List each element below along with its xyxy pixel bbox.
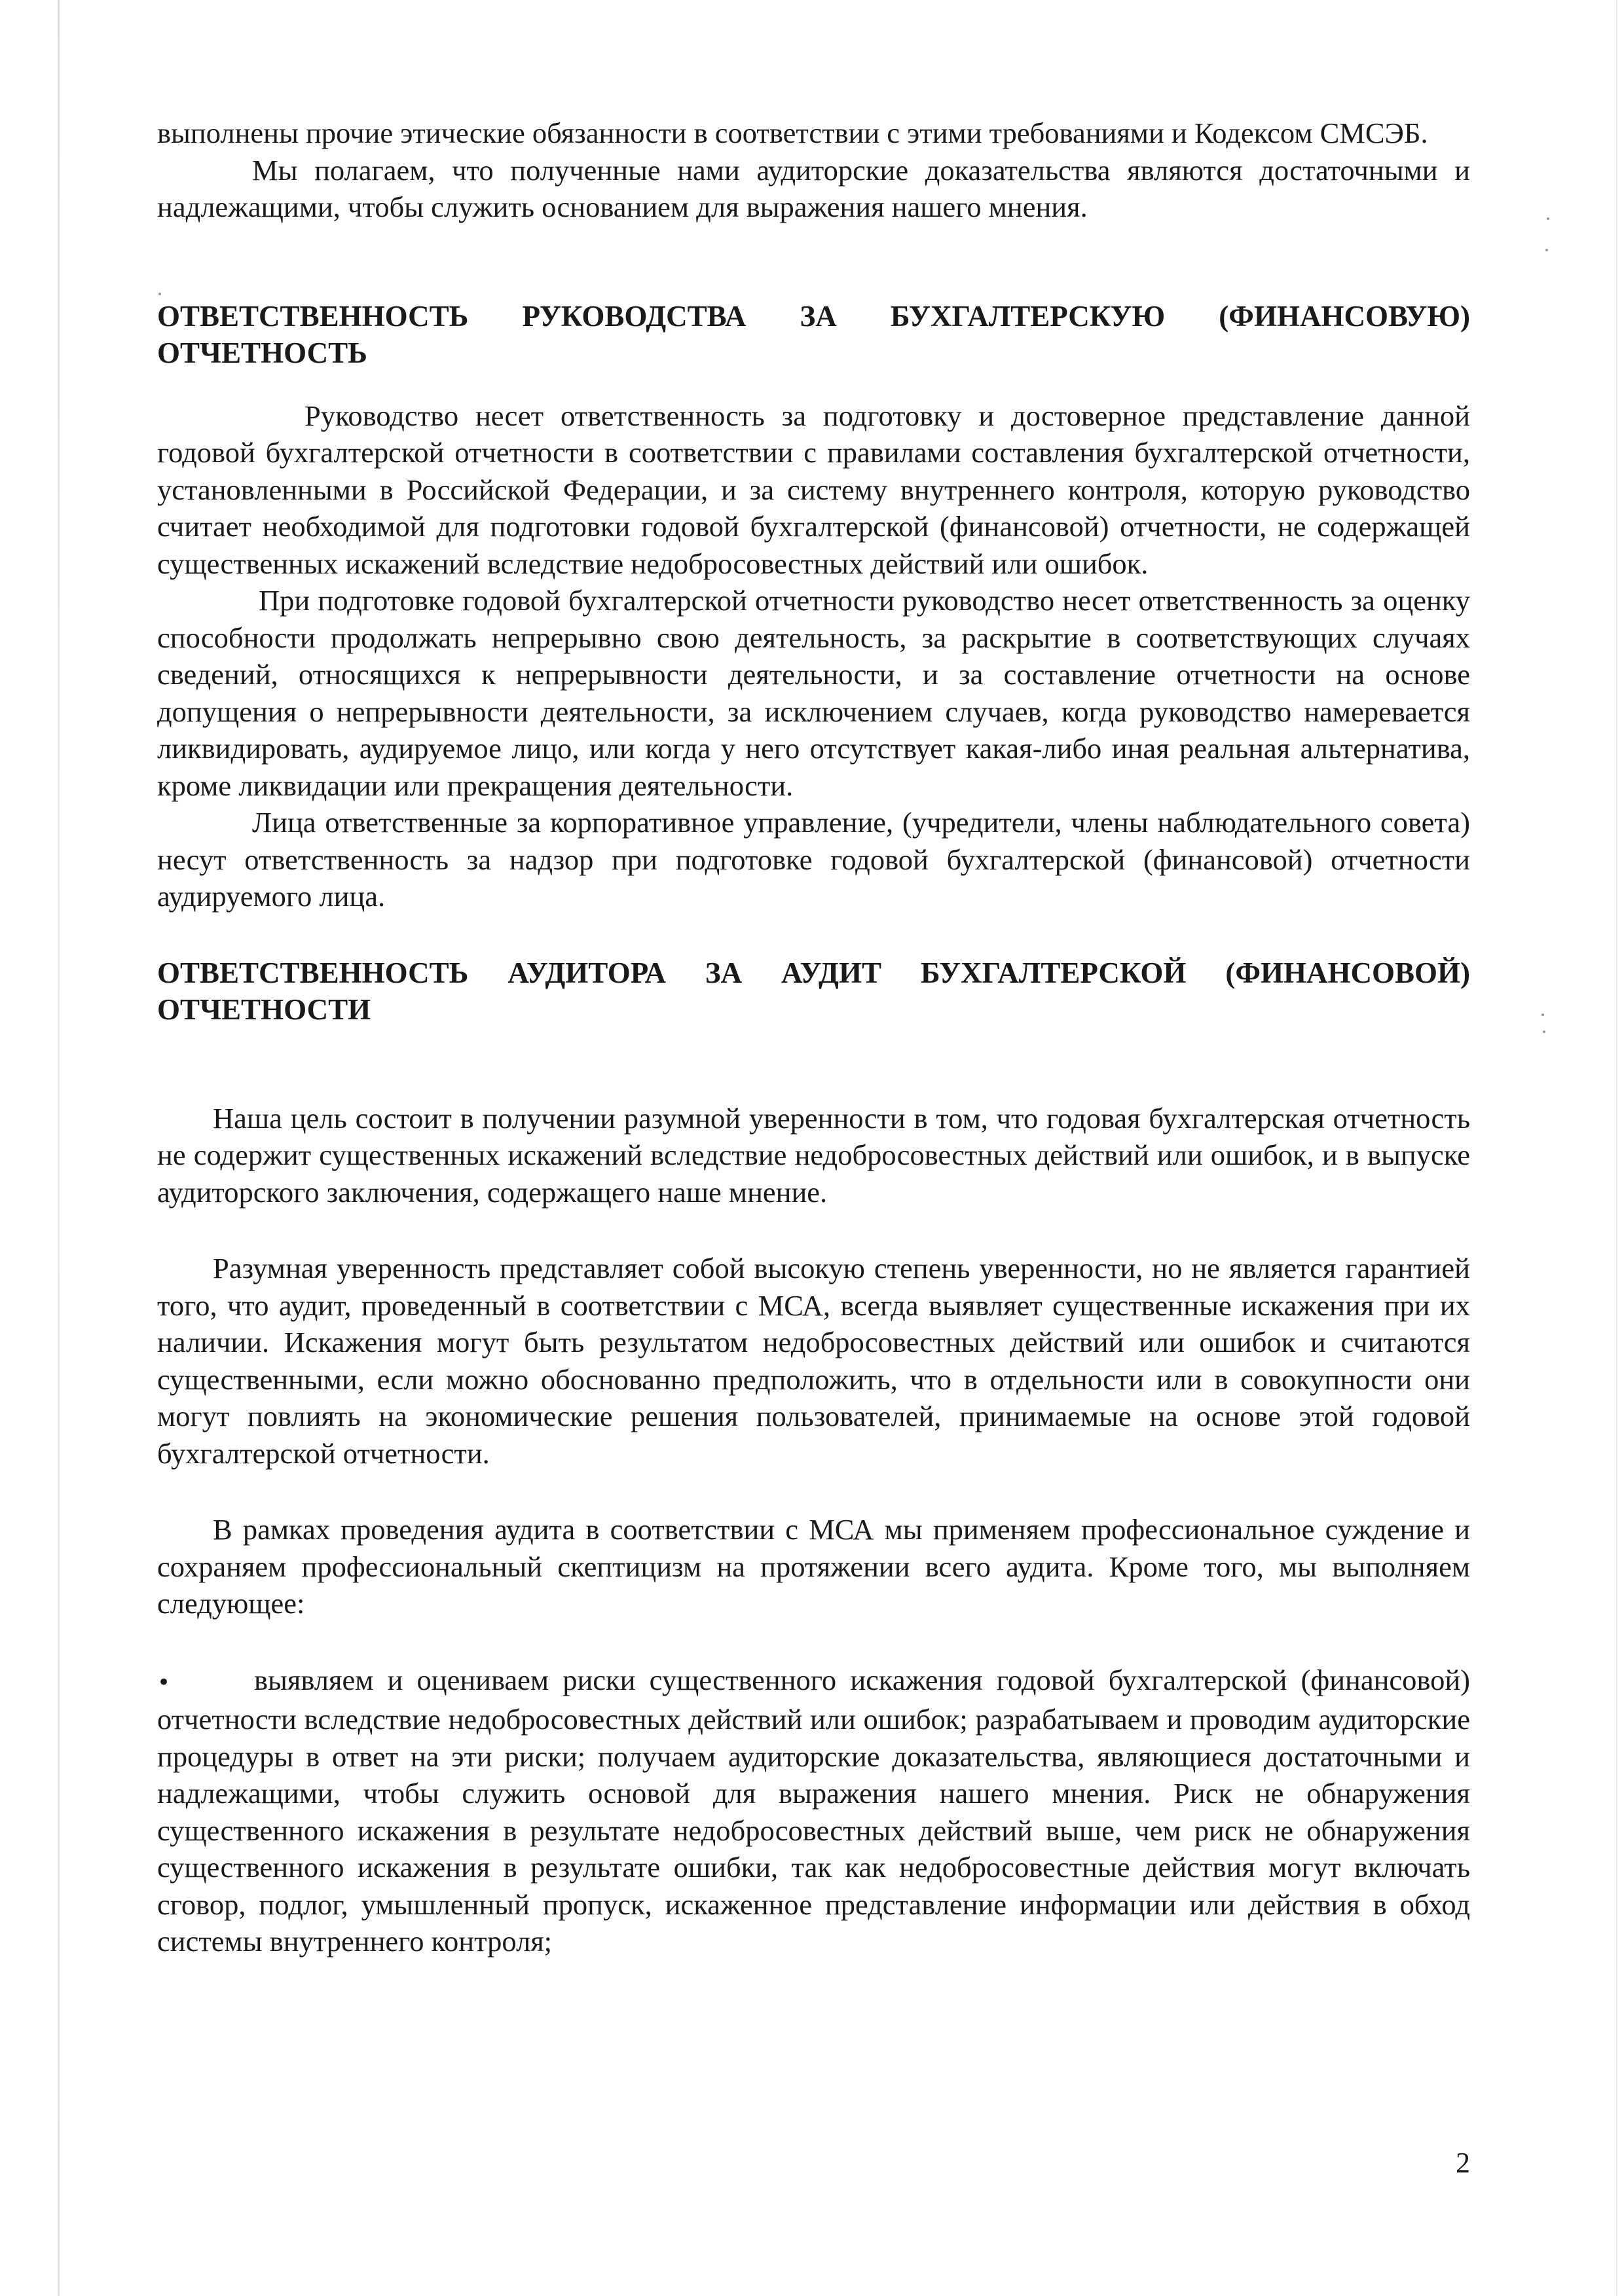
scan-speck <box>1543 1030 1545 1033</box>
intro-paragraph-2: Мы полагаем, что полученные нами аудиторские доказательства являются достаточными и надлежащими, чтобы служить основанием для выражения нашего мнения. <box>157 153 1470 223</box>
spacer <box>157 1622 1470 1662</box>
bullet-icon: • <box>157 1669 171 1696</box>
intro-paragraph-1: выполнены прочие этические обязанности в соответствии с этими требованиями и Кодексом СМСЭБ. <box>157 117 1428 149</box>
management-paragraph-1: Руководство несет ответственность за подготовку и достоверное представление данной годовой бухгалтерской отчетности в соответствии с правилами составления бухгалтерской отчетности, установленными в Российской Федерации, и за систему внутреннего контроля, которую руководство считает необходимой для подготовки годовой бухгалтерской (финансовой) отчетности, не содержащей существенных искажений вследствие недобросовестных действий или ошибок. <box>157 399 1470 580</box>
bullet-item-text: выявляем и оцениваем риски существенного искажения годовой бухгалтерской (финансовой) отчетности вследствие недобросовестных действий или ошибок; разрабатываем и проводим аудиторские процедуры в ответ на эти риски; получаем аудиторские доказательства, являющиеся достаточными и надлежащими, чтобы служить основой для выражения нашего мнения. Риск не обнаружения существенного искажения в результате недобросовестных действий выше, чем риск не обнаружения существенного искажения в результате ошибки, так как недобросовестные действия могут включать сговор, подлог, умышленный пропуск, искаженное представление информации или действия в обход системы внутреннего контроля; <box>157 1663 1470 1958</box>
spacer <box>157 226 1470 298</box>
scan-speck <box>1541 1013 1544 1016</box>
management-paragraph-3: Лица ответственные за корпоративное управление, (учредители, члены наблюдательного совета) несут ответственность за надзор при подготовке годовой бухгалтерской (финансовой) отчетности аудируемого лица. <box>157 806 1470 913</box>
auditor-responsibility-heading: ОТВЕТСТВЕННОСТЬ АУДИТОРА ЗА АУДИТ БУХГАЛТЕРСКОЙ (ФИНАНСОВОЙ) ОТЧЕТНОСТИ <box>157 956 1470 1026</box>
auditor-paragraph-3: В рамках проведения аудита в соответствии с МСА мы применяем профессиональное суждение и сохраняем профессиональный скептицизм на протяжении всего аудита. Кроме того, мы выполняем следующее: <box>157 1513 1470 1620</box>
spacer <box>157 915 1470 955</box>
scan-edge-left <box>58 0 60 2296</box>
page-number: 2 <box>1456 2147 1470 2179</box>
management-paragraph-2: При подготовке годовой бухгалтерской отчетности руководство несет ответственность за оценку способности продолжать непрерывно свою деятельность, за раскрытие в соответствующих случаях сведений, относящихся к непрерывности деятельности, и за составление отчетности на основе допущения о непрерывности деятельности, за исключением случаев, когда руководство намеревается ликвидировать, аудируемое лицо, или когда у него отсутствует какая-либо иная реальная альтернатива, кроме ликвидации или прекращения деятельности. <box>157 584 1470 802</box>
spacer <box>157 371 1470 397</box>
scan-speck <box>1545 249 1548 251</box>
auditor-paragraph-1: Наша цель состоит в получении разумной уверенности в том, что годовая бухгалтерская отчетность не содержит существенных искажений вследствие недобросовестных действий или ошибок, и в выпуске аудиторского заключения, содержащего наше мнение. <box>157 1101 1470 1209</box>
auditor-paragraph-2: Разумная уверенность представляет собой высокую степень уверенности, но не является гарантией того, что аудит, проведенный в соответствии с МСА, всегда выявляет существенные искажения при их наличии. Искажения могут быть результатом недобросовестных действий или ошибок и считаются существенными, если можно обоснованно предположить, что в отдельности или в совокупности они могут повлиять на экономические решения пользователей, принимаемые на основе этой годовой бухгалтерской отчетности. <box>157 1252 1470 1470</box>
spacer <box>157 1028 1470 1100</box>
management-responsibility-heading: ОТВЕТСТВЕННОСТЬ РУКОВОДСТВА ЗА БУХГАЛТЕРСКУЮ (ФИНАНСОВУЮ) ОТЧЕТНОСТЬ <box>157 299 1470 369</box>
scan-edge-right <box>1616 0 1617 2296</box>
spacer <box>157 1472 1470 1511</box>
scan-speck <box>1547 217 1549 220</box>
spacer <box>157 1211 1470 1250</box>
bullet-list-item <box>157 1662 1470 1960</box>
document-page <box>157 115 1470 1960</box>
